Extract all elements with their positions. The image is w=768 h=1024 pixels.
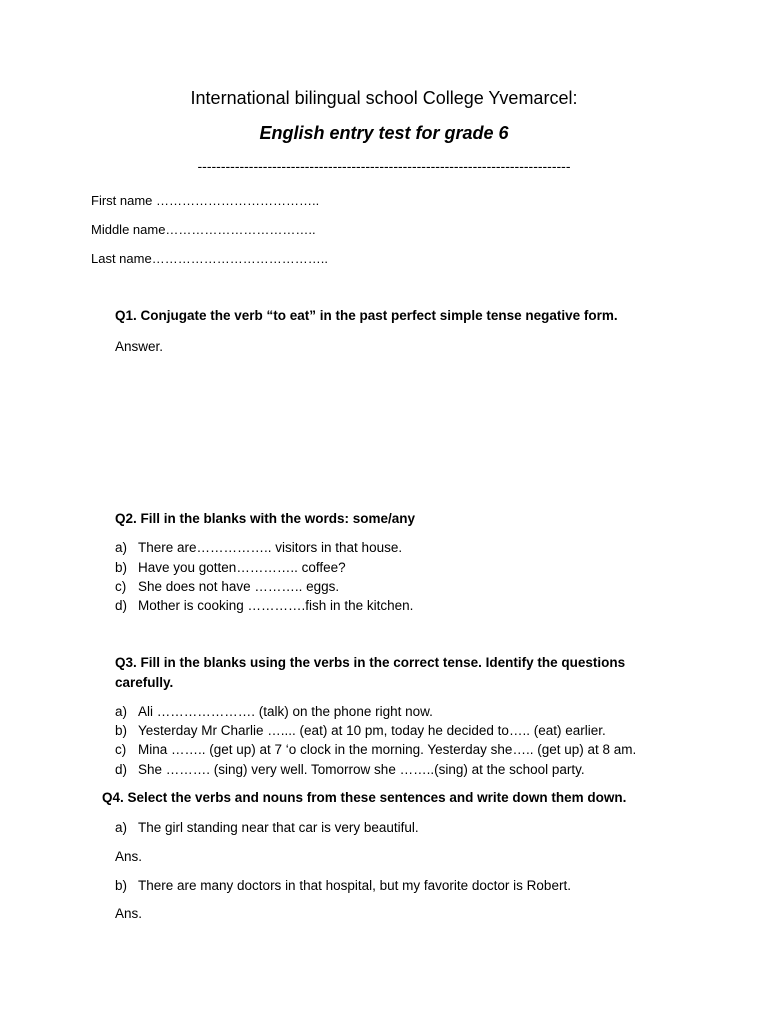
list-marker: a)	[115, 820, 128, 835]
list-marker: c)	[115, 579, 127, 594]
question-3: Q3. Fill in the blanks using the verbs in the correct tense. Identify the questions	[115, 655, 626, 670]
list-marker: c)	[115, 742, 127, 757]
list-text: There are…………….. visitors in that house.	[138, 540, 403, 555]
answer-label: Answer.	[115, 339, 164, 354]
list-text: Ali …………………. (talk) on the phone right now.	[138, 704, 433, 719]
middle-name-field: Middle name……………………………..	[91, 222, 316, 237]
list-marker: b)	[115, 723, 128, 738]
first-name-field: First name ………………………………..	[91, 193, 320, 208]
list-text: Yesterday Mr Charlie ….... (eat) at 10 pm, today he decided to….. (eat) earlier.	[138, 723, 606, 738]
school-title: International bilingual school College Yvemarcel:	[190, 88, 578, 108]
answer-label: Ans.	[115, 906, 143, 921]
divider-line: --------------------------------------------------------------------------------	[197, 158, 571, 174]
list-text: Have you gotten………….. coffee?	[138, 560, 346, 575]
list-marker: a)	[115, 704, 128, 719]
question-2: Q2. Fill in the blanks with the words: some/any	[115, 511, 416, 526]
test-subtitle: English entry test for grade 6	[259, 123, 509, 143]
list-marker: a)	[115, 540, 128, 555]
question-3-continued: carefully.	[115, 675, 174, 690]
question-1: Q1. Conjugate the verb “to eat” in the past perfect simple tense negative form.	[115, 308, 618, 323]
list-text: She does not have ……….. eggs.	[138, 579, 340, 594]
list-text: There are many doctors in that hospital, but my favorite doctor is Robert.	[138, 878, 571, 893]
list-marker: b)	[115, 878, 128, 893]
list-text: She ………. (sing) very well. Tomorrow she ……..(sing) at the school party.	[138, 762, 585, 777]
list-text: Mother is cooking ………….fish in the kitchen.	[138, 598, 414, 613]
list-marker: d)	[115, 762, 128, 777]
list-marker: d)	[115, 598, 128, 613]
list-marker: b)	[115, 560, 128, 575]
question-4: Q4. Select the verbs and nouns from these sentences and write down them down.	[102, 790, 627, 805]
answer-label: Ans.	[115, 849, 143, 864]
last-name-field: Last name…………………………………..	[91, 251, 328, 266]
list-text: The girl standing near that car is very beautiful.	[138, 820, 419, 835]
list-text: Mina …….. (get up) at 7 ‘o clock in the morning. Yesterday she….. (get up) at 8 am.	[138, 742, 637, 757]
